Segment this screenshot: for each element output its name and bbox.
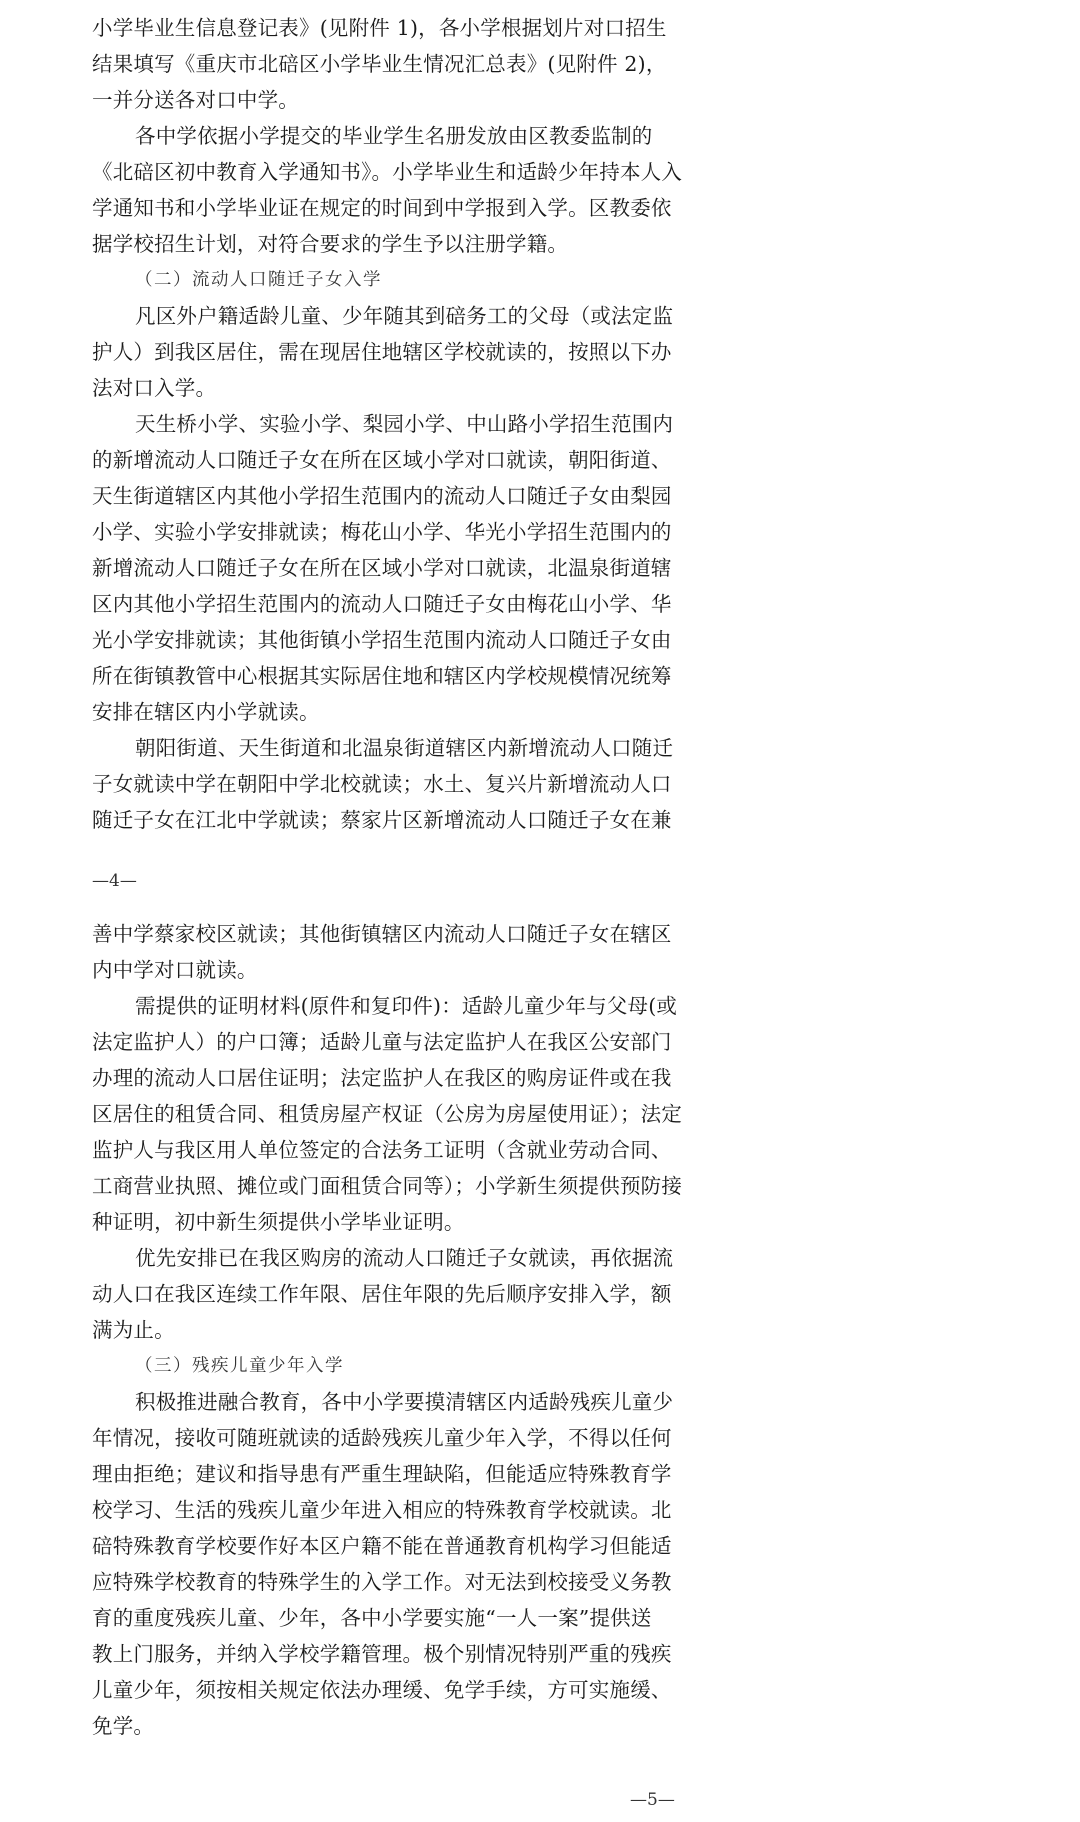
page-number: —4— (92, 871, 137, 891)
paragraph-first-line: 各中学依据小学提交的毕业学生名册发放由区教委监制的 (135, 124, 653, 148)
paragraph-first-line: 需提供的证明材料(原件和复印件)：适龄儿童少年与父母(或 (135, 994, 678, 1018)
body-line: 子女就读中学在朝阳中学北校就读；水土、复兴片新增流动人口 (92, 772, 672, 796)
body-line: 据学校招生计划，对符合要求的学生予以注册学籍。 (92, 232, 569, 256)
body-line: 儿童少年，须按相关规定依法办理缓、免学手续，方可实施缓、 (92, 1678, 672, 1702)
document-page-4 (0, 0, 1080, 900)
body-line: 善中学蔡家校区就读；其他街镇辖区内流动人口随迁子女在辖区 (92, 922, 672, 946)
body-line: 动人口在我区连续工作年限、居住年限的先后顺序安排入学，额 (92, 1282, 672, 1306)
body-line: 《北碚区初中教育入学通知书》。小学毕业生和适龄少年持本人入 (92, 160, 683, 184)
body-line: 学通知书和小学毕业证在规定的时间到中学报到入学。区教委依 (92, 196, 672, 220)
body-line: 一并分送各对口中学。 (92, 88, 299, 112)
body-line: 免学。 (92, 1714, 155, 1738)
body-line: 监护人与我区用人单位签定的合法务工证明（含就业劳动合同、 (92, 1138, 672, 1162)
body-line: 小学毕业生信息登记表》(见附件 1)，各小学根据划片对口招生 (92, 16, 667, 40)
section-heading: （三）残疾儿童少年入学 (135, 1356, 344, 1376)
body-line: 育的重度残疾儿童、少年，各中小学要实施“一人一案”提供送 (92, 1606, 652, 1630)
paragraph-first-line: 优先安排已在我区购房的流动人口随迁子女就读，再依据流 (135, 1246, 674, 1270)
body-line: 法定监护人）的户口簿；适龄儿童与法定监护人在我区公安部门 (92, 1030, 672, 1054)
body-line: 满为止。 (92, 1318, 175, 1342)
body-line: 的新增流动人口随迁子女在所在区域小学对口就读，朝阳街道、 (92, 448, 672, 472)
body-line: 所在街镇教管中心根据其实际居住地和辖区内学校规模情况统筹 (92, 664, 672, 688)
section-heading: （二）流动人口随迁子女入学 (135, 270, 382, 290)
body-line: 年情况，接收可随班就读的适龄残疾儿童少年入学，不得以任何 (92, 1426, 672, 1450)
body-line: 碚特殊教育学校要作好本区户籍不能在普通教育机构学习但能适 (92, 1534, 672, 1558)
body-line: 天生街道辖区内其他小学招生范围内的流动人口随迁子女由梨园 (92, 484, 672, 508)
paragraph-first-line: 积极推进融合教育，各中小学要摸清辖区内适龄残疾儿童少 (135, 1390, 674, 1414)
body-line: 区内其他小学招生范围内的流动人口随迁子女由梅花山小学、华 (92, 592, 672, 616)
body-line: 小学、实验小学安排就读；梅花山小学、华光小学招生范围内的 (92, 520, 672, 544)
paragraph-first-line: 凡区外户籍适龄儿童、少年随其到碚务工的父母（或法定监 (135, 304, 674, 328)
body-line: 区居住的租赁合同、租赁房屋产权证（公房为房屋使用证）；法定 (92, 1102, 683, 1126)
page-4-body (92, 10, 683, 838)
page-5-body (92, 916, 683, 1744)
document-page-5 (0, 900, 1080, 1822)
body-line: 护人）到我区居住，需在现居住地辖区学校就读的，按照以下办 (92, 340, 672, 364)
body-line: 校学习、生活的残疾儿童少年进入相应的特殊教育学校就读。北 (92, 1498, 672, 1522)
body-line: 安排在辖区内小学就读。 (92, 700, 320, 724)
body-line: 办理的流动人口居住证明；法定监护人在我区的购房证件或在我 (92, 1066, 672, 1090)
body-line: 种证明，初中新生须提供小学毕业证明。 (92, 1210, 465, 1234)
body-line: 新增流动人口随迁子女在所在区域小学对口就读，北温泉街道辖 (92, 556, 672, 580)
body-line: 随迁子女在江北中学就读；蔡家片区新增流动人口随迁子女在兼 (92, 808, 672, 832)
page-number: —5— (630, 1790, 675, 1810)
body-line: 结果填写《重庆市北碚区小学毕业生情况汇总表》(见附件 2)， (92, 52, 667, 76)
body-line: 光小学安排就读；其他街镇小学招生范围内流动人口随迁子女由 (92, 628, 672, 652)
body-line: 应特殊学校教育的特殊学生的入学工作。对无法到校接受义务教 (92, 1570, 672, 1594)
body-line: 理由拒绝；建议和指导患有严重生理缺陷，但能适应特殊教育学 (92, 1462, 672, 1486)
paragraph-first-line: 天生桥小学、实验小学、梨园小学、中山路小学招生范围内 (135, 412, 674, 436)
body-line: 法对口入学。 (92, 376, 217, 400)
body-line: 工商营业执照、摊位或门面租赁合同等）；小学新生须提供预防接 (92, 1174, 683, 1198)
body-line: 内中学对口就读。 (92, 958, 258, 982)
paragraph-first-line: 朝阳街道、天生街道和北温泉街道辖区内新增流动人口随迁 (135, 736, 674, 760)
body-line: 教上门服务，并纳入学校学籍管理。极个别情况特别严重的残疾 (92, 1642, 672, 1666)
